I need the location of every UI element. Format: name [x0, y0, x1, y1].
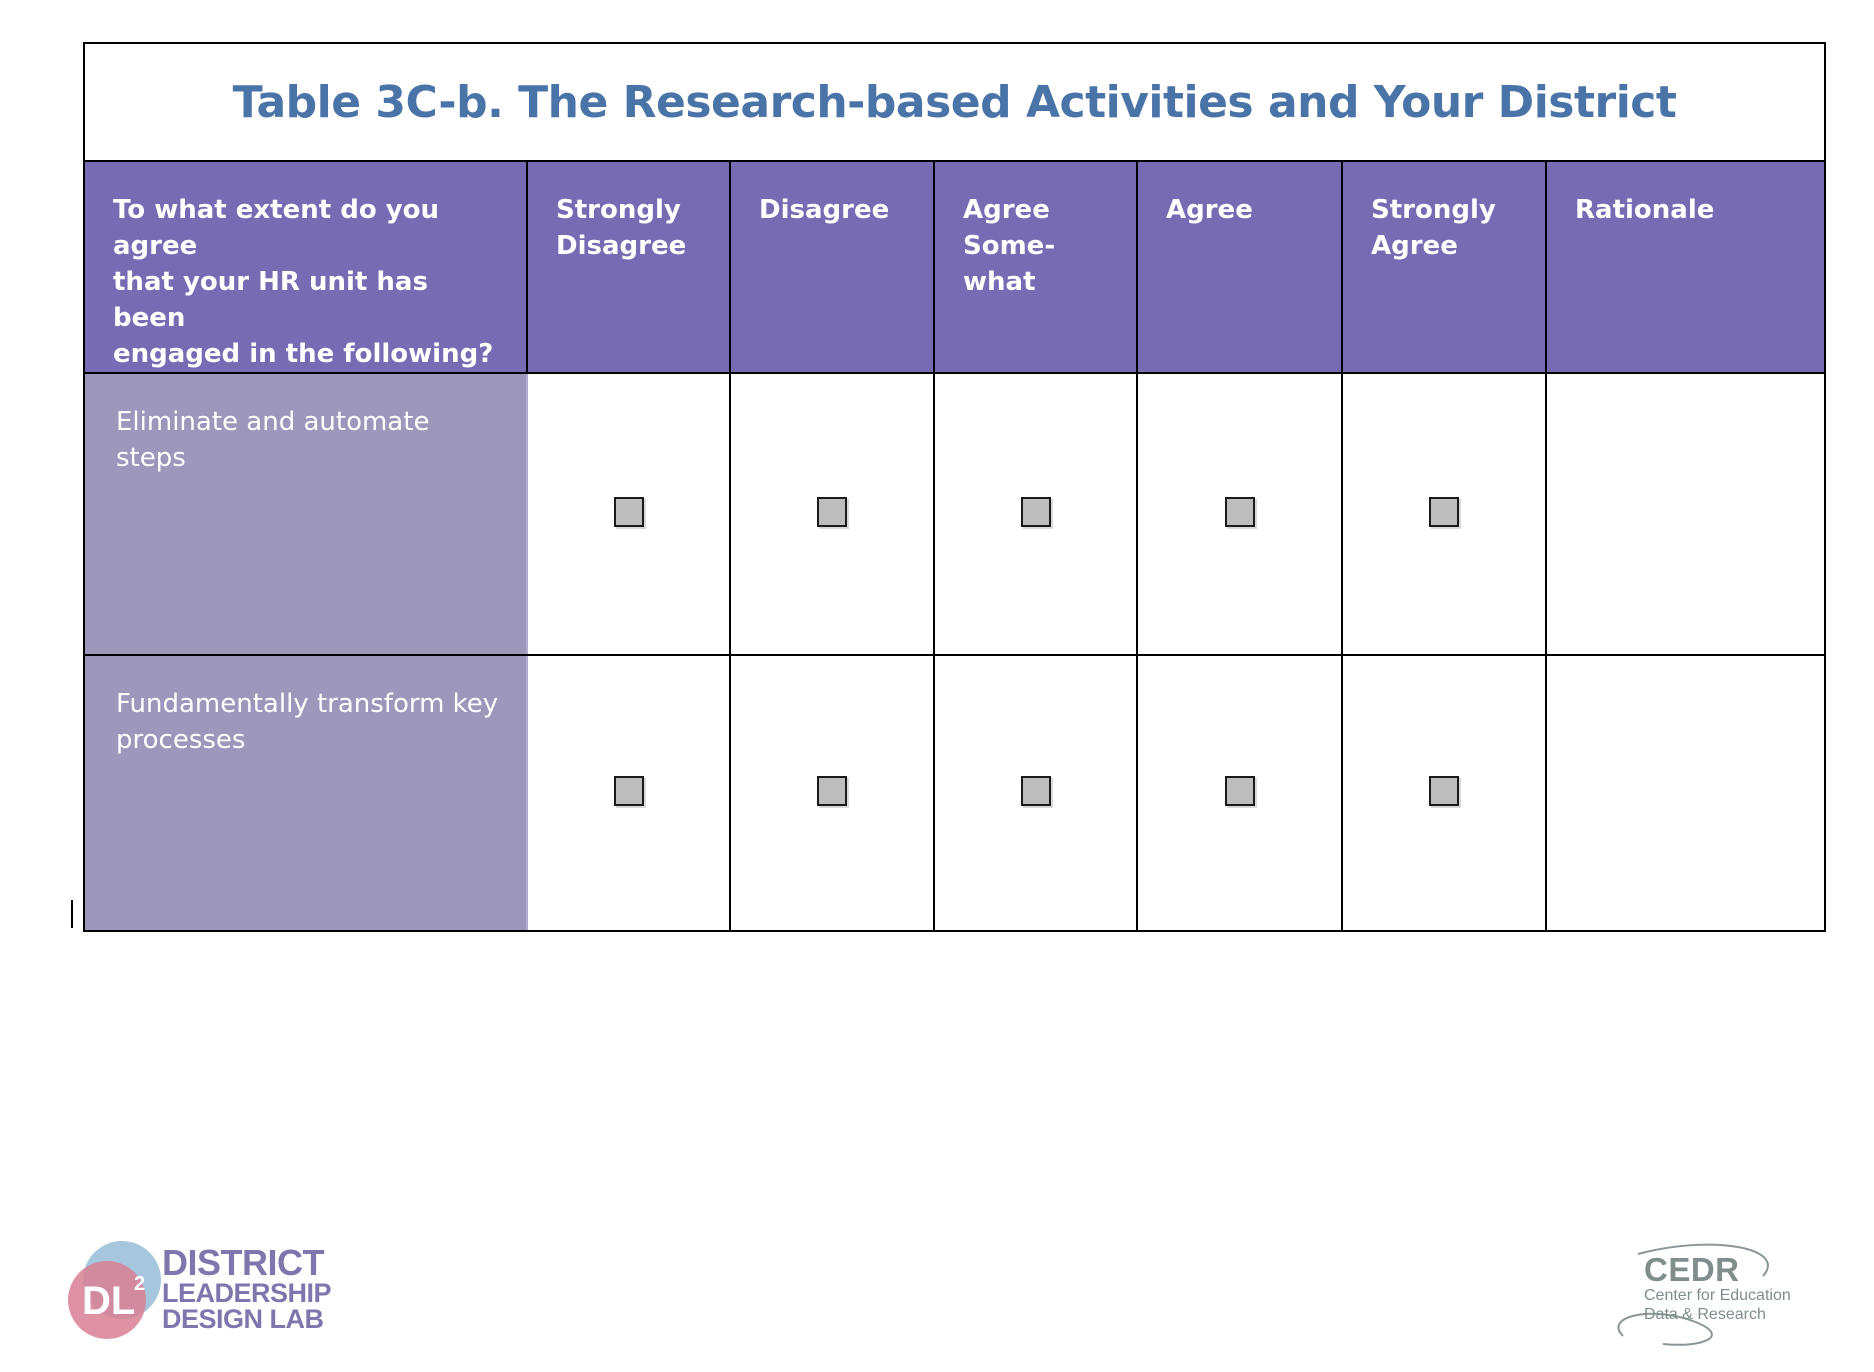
- cedr-logo-text: [1644, 1251, 1791, 1324]
- cedr-line: Center for Education: [1644, 1287, 1791, 1304]
- column-header-rationale: [1546, 161, 1825, 373]
- column-header-agree: [1137, 161, 1342, 373]
- checkbox[interactable]: [817, 776, 847, 806]
- checkbox[interactable]: [1225, 776, 1255, 806]
- dl2-line: DISTRICT: [162, 1242, 324, 1283]
- column-header-line: Agree: [1166, 195, 1253, 225]
- dl2-mark: DL: [82, 1279, 136, 1323]
- response-cell: [1342, 373, 1546, 655]
- checkbox[interactable]: [1429, 776, 1459, 806]
- response-cell: [934, 373, 1137, 655]
- dl2-superscript: 2: [134, 1273, 146, 1295]
- column-header-line: Rationale: [1575, 195, 1715, 225]
- response-cell: [1137, 373, 1342, 655]
- checkbox[interactable]: [817, 497, 847, 527]
- row-label-line: processes: [116, 725, 246, 755]
- row-label-line: Fundamentally transform key: [116, 689, 499, 719]
- response-cell: [934, 655, 1137, 931]
- column-header-line: Strongly: [556, 195, 681, 225]
- question-header-line: that your HR unit has been: [113, 267, 428, 333]
- row-label-line: Eliminate and automate steps: [116, 407, 430, 473]
- column-header-line: Agree: [1371, 231, 1458, 261]
- question-header-line: engaged in the following?: [113, 339, 494, 369]
- column-header-strongly-disagree: [527, 161, 730, 373]
- column-header-line: Strongly: [1371, 195, 1496, 225]
- rationale-cell[interactable]: [1546, 373, 1825, 655]
- checkbox[interactable]: [1021, 497, 1051, 527]
- row-label: [84, 373, 527, 655]
- response-cell: [527, 655, 730, 931]
- checkbox[interactable]: [1429, 497, 1459, 527]
- response-cell: [1137, 655, 1342, 931]
- column-header-strongly-agree: [1342, 161, 1546, 373]
- table-row: [84, 373, 1825, 655]
- survey-table: [83, 42, 1826, 932]
- checkbox[interactable]: [1225, 497, 1255, 527]
- cedr-line: Data & Research: [1644, 1306, 1766, 1323]
- cedr-name: CEDR: [1644, 1251, 1740, 1288]
- column-header-disagree: [730, 161, 934, 373]
- row-label: [84, 655, 527, 931]
- response-cell: [1342, 655, 1546, 931]
- response-cell: [527, 373, 730, 655]
- table-row: [84, 655, 1825, 931]
- response-cell: [730, 373, 934, 655]
- dl2-logo-text: [162, 1242, 332, 1334]
- column-header-line: Disagree: [556, 231, 687, 261]
- table-title: Table 3C-b. The Research-based Activities and Your District: [84, 43, 1825, 161]
- question-header: [84, 161, 527, 373]
- column-header-line: Disagree: [759, 195, 890, 225]
- header-row: [84, 161, 1825, 373]
- dl2-line: LEADERSHIP: [162, 1278, 332, 1308]
- text-cursor: [71, 900, 73, 928]
- column-header-line: Agree: [963, 195, 1050, 225]
- question-header-line: To what extent do you agree: [113, 195, 440, 261]
- checkbox[interactable]: [614, 497, 644, 527]
- response-cell: [730, 655, 934, 931]
- column-header-line: Some-: [963, 231, 1056, 261]
- column-header-agree-somewhat: [934, 161, 1137, 373]
- column-header-line: what: [963, 267, 1036, 297]
- checkbox[interactable]: [1021, 776, 1051, 806]
- dl2-line: DESIGN LAB: [162, 1304, 324, 1334]
- checkbox[interactable]: [614, 776, 644, 806]
- rationale-cell[interactable]: [1546, 655, 1825, 931]
